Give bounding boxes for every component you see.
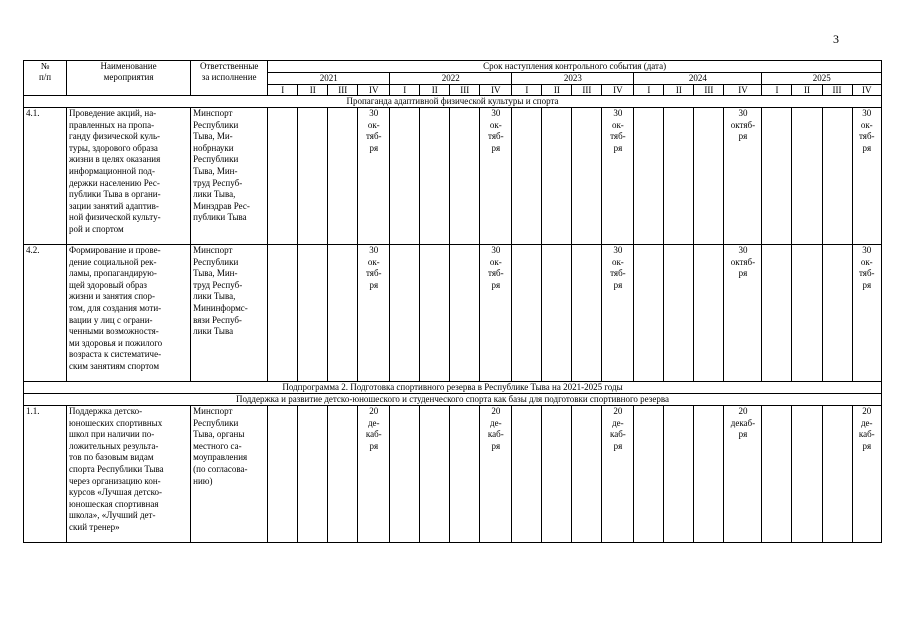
- date-2022-q4: 30 ок- тяб- ря: [480, 108, 512, 245]
- date-2023-q4: 30 ок- тяб- ря: [602, 108, 634, 245]
- quarter-iv: IV: [602, 85, 634, 96]
- quarter-iii: III: [694, 85, 724, 96]
- date-2025-q4: 20 де- каб- ря: [852, 406, 881, 543]
- date-2021-q4: 20 де- каб- ря: [358, 406, 390, 543]
- quarter-iii: III: [450, 85, 480, 96]
- year-2025: 2025: [762, 73, 882, 85]
- header-row-1: [24, 61, 882, 73]
- date-2024-q4: 20 декаб- ря: [724, 406, 762, 543]
- row-responsible: Минспорт Республики Тыва, органы местного са- моуправления (по согласова- нию): [191, 406, 268, 543]
- quarter-iii: III: [572, 85, 602, 96]
- section-row: [24, 96, 882, 108]
- header-responsible: Ответственные за исполнение: [191, 61, 268, 96]
- table-row: [24, 406, 882, 543]
- section-title: Пропаганда адаптивной физической культуры и спорта: [24, 96, 882, 108]
- date-2023-q4: 20 де- каб- ря: [602, 406, 634, 543]
- header-num: № п/п: [24, 61, 67, 96]
- quarter-i: I: [634, 85, 664, 96]
- row-responsible: Минспорт Республики Тыва, Мин- труд Респуб- лики Тыва, Мининформс- вязи Респуб- лики Тыва: [191, 245, 268, 382]
- row-responsible: Минспорт Республики Тыва, Ми- нобрнауки Республики Тыва, Мин- труд Респуб- лики Тыва, Минздрав Рес- публики Тыва: [191, 108, 268, 245]
- quarter-iii: III: [328, 85, 358, 96]
- row-activity: Поддержка детско- юношеских спортивных школ при наличии по- ложительных результа- тов по базовым видам спорта Республики Тыва через организацию кон- курсов «Лучшая детско- юношеская спортивная школа», «Лучший дет- ский тренер»: [67, 406, 191, 543]
- row-activity: Проведение акций, на- правленных на пропа- ганду физической куль- туры, здорового образа жизни в целях оказания информационной под- держки населению Рес- публики Тыва в органи- зации занятий адаптив- ной физической культу- рой и спортом: [67, 108, 191, 245]
- date-2025-q4: 30 ок- тяб- ря: [852, 108, 881, 245]
- header-term: Срок наступления контрольного события (дата): [268, 61, 882, 73]
- date-2021-q4: 30 ок- тяб- ря: [358, 245, 390, 382]
- quarter-iii: III: [822, 85, 852, 96]
- row-activity: Формирование и прове- дение социальной рек- ламы, пропагандирую- щей здоровый образ жизни и занятия спор- том, для создания моти- вации у лиц с ограни- ченными возможностя- ми здоровья и пожилого возраста к систематиче- ским занятиям спортом: [67, 245, 191, 382]
- quarter-ii: II: [542, 85, 572, 96]
- quarter-i: I: [390, 85, 420, 96]
- date-2023-q4: 30 ок- тяб- ря: [602, 245, 634, 382]
- quarter-iv: IV: [358, 85, 390, 96]
- date-2024-q4: 30 октяб- ря: [724, 245, 762, 382]
- row-num: 1.1.: [24, 406, 67, 543]
- header-name: Наименование мероприятия: [67, 61, 191, 96]
- subprogram-title: Подпрограмма 2. Подготовка спортивного резерва в Республике Тыва на 2021-2025 годы: [24, 382, 882, 394]
- year-2023: 2023: [512, 73, 634, 85]
- year-2021: 2021: [268, 73, 390, 85]
- table-row: [24, 245, 882, 382]
- year-2024: 2024: [634, 73, 762, 85]
- year-2022: 2022: [390, 73, 512, 85]
- quarter-iv: IV: [724, 85, 762, 96]
- date-2022-q4: 30 ок- тяб- ря: [480, 245, 512, 382]
- control-events-table: [23, 60, 882, 543]
- quarter-ii: II: [420, 85, 450, 96]
- quarter-iv: IV: [852, 85, 881, 96]
- quarter-iv: IV: [480, 85, 512, 96]
- quarter-ii: II: [792, 85, 822, 96]
- quarter-i: I: [512, 85, 542, 96]
- section-title: Поддержка и развитие детско-юношеского и студенческого спорта как базы для подготовки спортивного резерва: [24, 394, 882, 406]
- date-2025-q4: 30 ок- тяб- ря: [852, 245, 881, 382]
- row-num: 4.1.: [24, 108, 67, 245]
- row-num: 4.2.: [24, 245, 67, 382]
- page-number: 3: [833, 32, 839, 46]
- section-row: [24, 394, 882, 406]
- quarter-i: I: [268, 85, 298, 96]
- subprogram-row: [24, 382, 882, 394]
- quarter-i: I: [762, 85, 792, 96]
- date-2024-q4: 30 октяб- ря: [724, 108, 762, 245]
- quarter-ii: II: [664, 85, 694, 96]
- date-2022-q4: 20 де- каб- ря: [480, 406, 512, 543]
- quarter-ii: II: [298, 85, 328, 96]
- date-2021-q4: 30 ок- тяб- ря: [358, 108, 390, 245]
- table-row: [24, 108, 882, 245]
